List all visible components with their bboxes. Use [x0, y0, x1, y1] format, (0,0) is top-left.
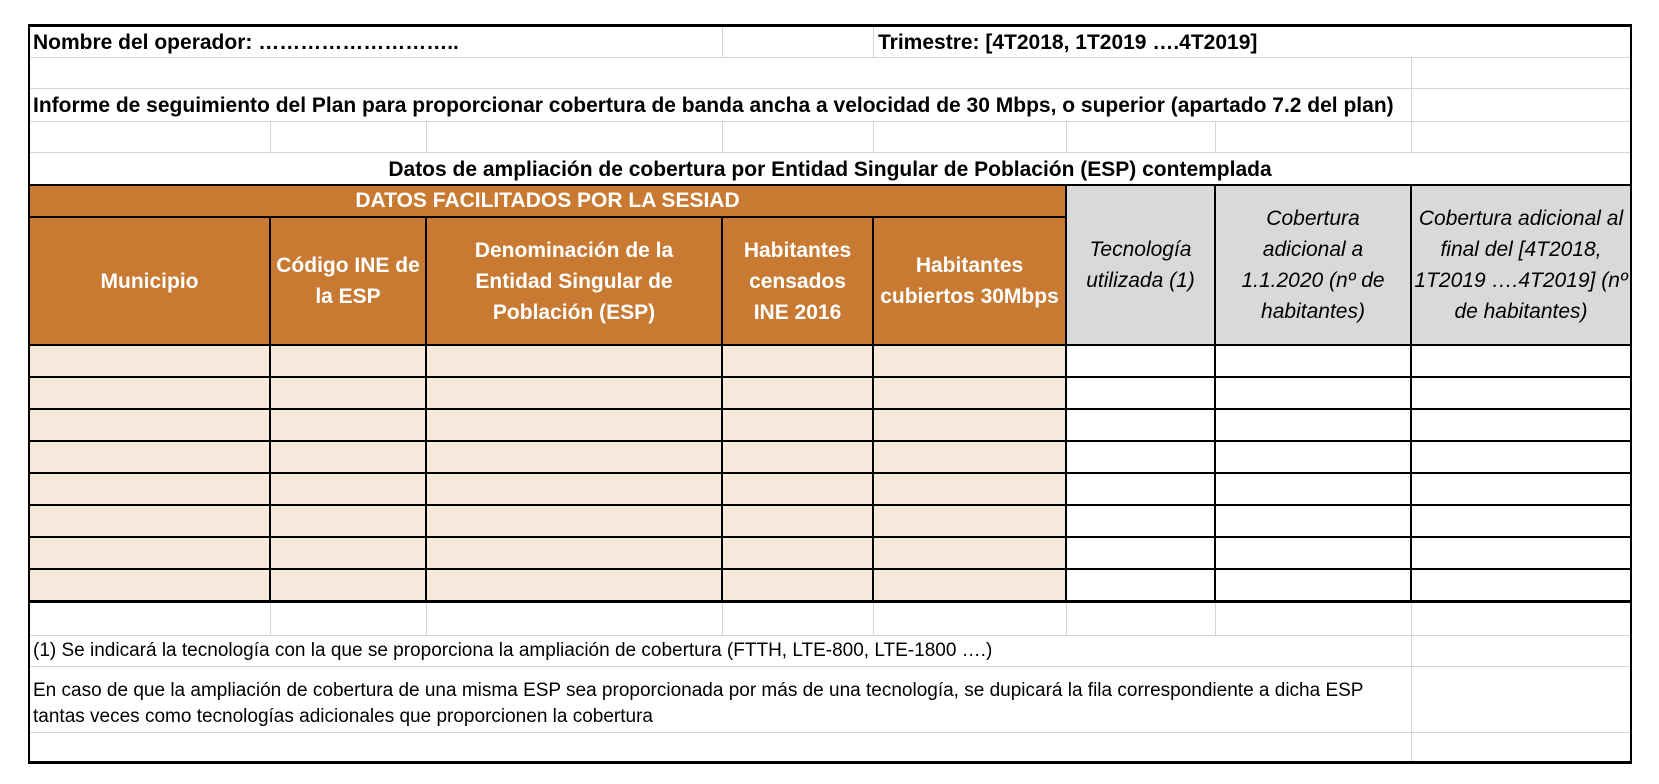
table-cell[interactable] — [270, 378, 426, 410]
border — [29, 216, 1066, 218]
table-cell[interactable] — [722, 378, 873, 410]
gridline — [426, 602, 427, 635]
table-cell[interactable] — [426, 410, 722, 442]
table-cell[interactable] — [1066, 538, 1215, 570]
table-cell[interactable] — [29, 378, 270, 410]
col-header-habitantes-cubiertos: Habitantes cubiertos 30Mbps — [880, 254, 1059, 308]
col-header-tecnologia: Tecnología utilizada (1) — [1086, 238, 1195, 292]
table-cell[interactable] — [270, 442, 426, 474]
table-cell[interactable] — [426, 538, 722, 570]
gridline — [1411, 602, 1412, 763]
gridline — [1411, 88, 1412, 121]
table-cell[interactable] — [1066, 474, 1215, 506]
gridline — [29, 635, 1631, 636]
table-cell[interactable] — [270, 346, 426, 378]
table-cell[interactable] — [1215, 378, 1411, 410]
gridline — [1066, 121, 1067, 152]
border — [269, 217, 271, 601]
table-cell[interactable] — [1066, 378, 1215, 410]
note-duplicate-line2: tantas veces como tecnologías adicionales que proporcionen la cobertura — [33, 706, 653, 727]
gridline — [873, 121, 874, 152]
border — [1214, 185, 1216, 601]
gridline — [270, 602, 271, 635]
table-cell[interactable] — [873, 474, 1066, 506]
border — [1410, 185, 1412, 601]
table-cell[interactable] — [1411, 538, 1631, 570]
report-title: Informe de seguimiento del Plan para proporcionar cobertura de banda ancha a velocidad de 30 Mbps, o superior (apartado 7.2 del plan) — [33, 94, 1394, 117]
table-cell[interactable] — [873, 378, 1066, 410]
gridline — [722, 602, 723, 635]
gridline — [1411, 57, 1412, 89]
col-header-codigo-ine: Código INE de la ESP — [276, 254, 420, 308]
frame-border — [28, 24, 30, 764]
frame-border — [28, 761, 1632, 764]
table-cell[interactable] — [270, 410, 426, 442]
operator-label: Nombre del operador: ……………………….. — [33, 31, 459, 54]
table-cell[interactable] — [1066, 410, 1215, 442]
table-cell[interactable] — [1215, 506, 1411, 538]
border — [872, 217, 874, 601]
gridline — [270, 121, 271, 152]
table-cell[interactable] — [722, 570, 873, 602]
table-cell[interactable] — [1066, 442, 1215, 474]
gridline — [873, 602, 874, 635]
table-cell[interactable] — [29, 346, 270, 378]
table-cell[interactable] — [722, 410, 873, 442]
table-cell[interactable] — [1066, 570, 1215, 602]
gridline — [722, 26, 723, 57]
table-cell[interactable] — [29, 474, 270, 506]
gridline — [29, 152, 1631, 153]
gridline — [1411, 121, 1412, 152]
col-header-municipio: Municipio — [100, 269, 199, 293]
gridline — [1215, 121, 1216, 152]
table-cell[interactable] — [270, 538, 426, 570]
table-cell[interactable] — [1411, 442, 1631, 474]
gridline — [873, 26, 874, 57]
table-cell[interactable] — [29, 570, 270, 602]
gridline — [426, 121, 427, 152]
frame-border — [28, 24, 1632, 27]
table-cell[interactable] — [722, 474, 873, 506]
table-cell[interactable] — [1411, 570, 1631, 602]
table-cell[interactable] — [29, 442, 270, 474]
table-cell[interactable] — [1215, 538, 1411, 570]
col-header-cobertura-2020: Cobertura adicional a 1.1.2020 (nº de habitantes) — [1241, 207, 1385, 323]
table-cell[interactable] — [1215, 442, 1411, 474]
note-technology: (1) Se indicará la tecnología con la que se proporciona la ampliación de cobertura (FTTH, LTE-800, LTE-1800 ….) — [33, 640, 993, 661]
table-cell[interactable] — [426, 570, 722, 602]
table-cell[interactable] — [270, 570, 426, 602]
table-cell[interactable] — [873, 410, 1066, 442]
table-cell[interactable] — [873, 506, 1066, 538]
group-header: DATOS FACILITADOS POR LA SESIAD — [355, 189, 740, 212]
table-cell[interactable] — [426, 506, 722, 538]
table-cell[interactable] — [29, 538, 270, 570]
table-cell[interactable] — [426, 474, 722, 506]
gridline — [29, 57, 1631, 58]
table-cell[interactable] — [1215, 410, 1411, 442]
gridline — [1066, 602, 1067, 635]
table-cell[interactable] — [1411, 378, 1631, 410]
gridline — [29, 732, 1631, 733]
table-cell[interactable] — [722, 538, 873, 570]
gridline — [722, 121, 723, 152]
quarter-label: Trimestre: [4T2018, 1T2019 ….4T2019] — [878, 31, 1258, 54]
gridline — [29, 666, 1631, 667]
frame-border — [1630, 24, 1632, 764]
table-cell[interactable] — [1411, 506, 1631, 538]
border — [1065, 185, 1067, 601]
table-cell[interactable] — [1411, 410, 1631, 442]
border — [29, 184, 1631, 186]
table-cell[interactable] — [426, 346, 722, 378]
table-cell[interactable] — [873, 442, 1066, 474]
table-cell[interactable] — [1215, 570, 1411, 602]
table-cell[interactable] — [270, 506, 426, 538]
table-cell[interactable] — [270, 474, 426, 506]
gridline — [29, 88, 1631, 89]
table-cell[interactable] — [426, 442, 722, 474]
note-duplicate-line1: En caso de que la ampliación de cobertura de una misma ESP sea proporcionada por más de una tecnología, se dupicará la fila correspondiente a dicha ESP — [33, 680, 1364, 701]
table-cell[interactable] — [1411, 474, 1631, 506]
section-title: Datos de ampliación de cobertura por Entidad Singular de Población (ESP) contemplada — [388, 158, 1272, 181]
table-cell[interactable] — [1411, 346, 1631, 378]
gridline — [1215, 602, 1216, 635]
table-cell[interactable] — [29, 410, 270, 442]
table-cell[interactable] — [873, 538, 1066, 570]
table-cell[interactable] — [873, 570, 1066, 602]
border — [425, 217, 427, 601]
table-cell[interactable] — [1066, 346, 1215, 378]
table-cell[interactable] — [722, 506, 873, 538]
table-cell[interactable] — [1215, 346, 1411, 378]
table-cell[interactable] — [722, 442, 873, 474]
col-header-habitantes-censados: Habitantes censados INE 2016 — [743, 238, 852, 324]
table-cell[interactable] — [29, 506, 270, 538]
col-header-denominacion: Denominación de la Entidad Singular de Población (ESP) — [474, 238, 674, 324]
table-cell[interactable] — [1066, 506, 1215, 538]
border — [721, 217, 723, 601]
table-cell[interactable] — [426, 378, 722, 410]
table-cell[interactable] — [1215, 474, 1411, 506]
table-cell[interactable] — [873, 346, 1066, 378]
col-header-cobertura-final: Cobertura adicional al final del [4T2018, 1T2019 ….4T2019] (nº de habitantes) — [1414, 207, 1628, 323]
table-cell[interactable] — [722, 346, 873, 378]
